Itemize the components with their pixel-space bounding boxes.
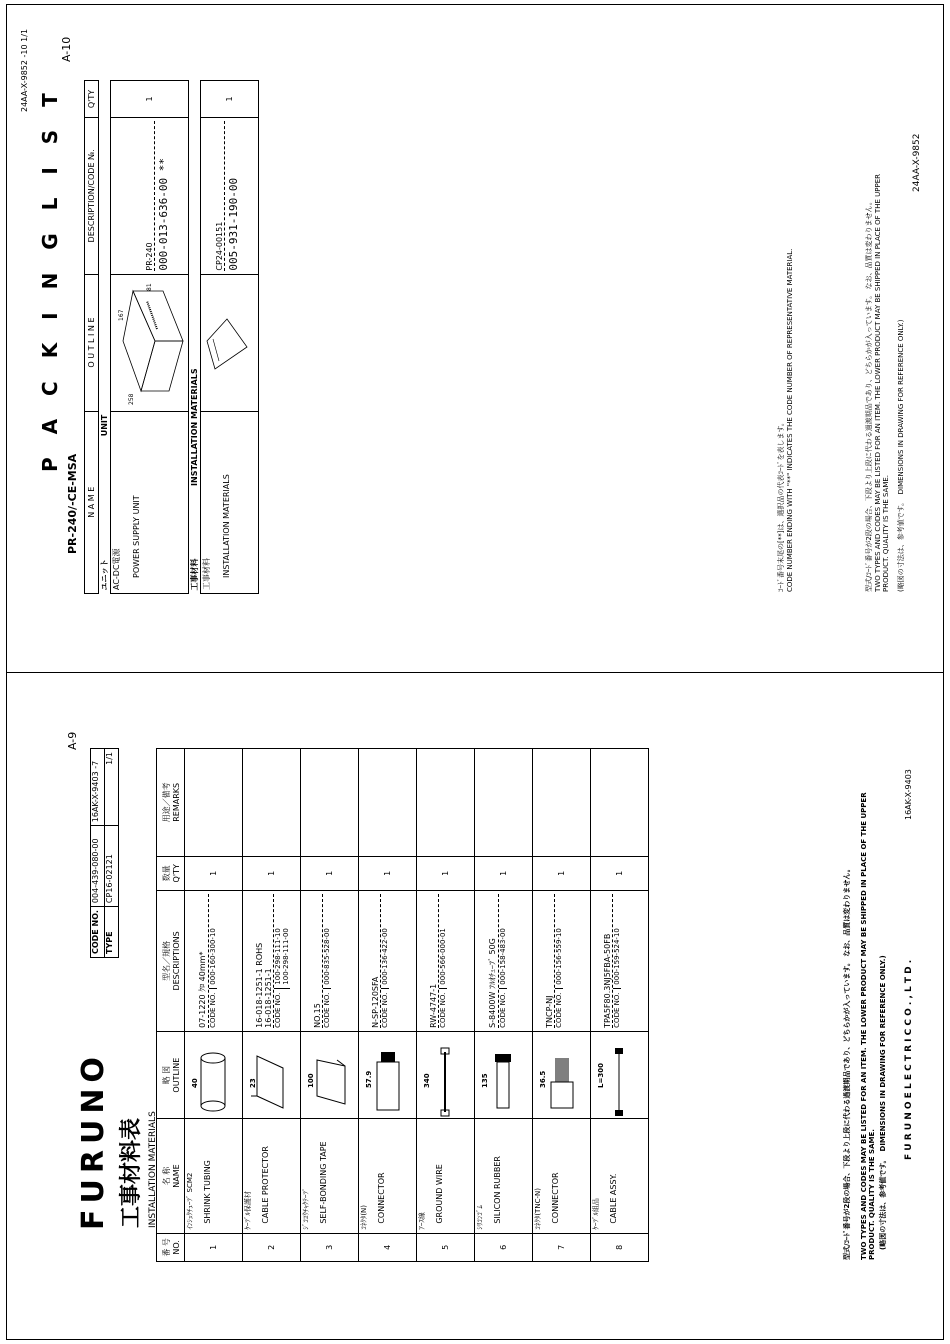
bag-drawing bbox=[201, 283, 257, 411]
item-name: ｱｰｽ線 GROUND WIRE bbox=[417, 1119, 475, 1233]
item-outline bbox=[243, 1031, 301, 1119]
header-outline: O U T L I N E bbox=[85, 274, 99, 411]
item-qty: 1 bbox=[359, 856, 417, 890]
item-no: 1 bbox=[185, 1233, 243, 1261]
table-row bbox=[359, 749, 417, 1262]
dim-width: 167 bbox=[118, 309, 125, 321]
item-outline bbox=[417, 1031, 475, 1119]
dim-length: 258 bbox=[128, 393, 135, 405]
sheet-id: A-9 bbox=[66, 731, 79, 750]
note-two-types-en-b: PRODUCT. QUALITY IS THE SAME. bbox=[882, 474, 890, 592]
item-remarks bbox=[359, 749, 417, 857]
item-qty: 1 bbox=[185, 856, 243, 890]
header-desc: DESCRIPTION/CODE №. bbox=[85, 117, 99, 274]
item-qty: 1 bbox=[591, 856, 649, 890]
note-dimensions: (略図の寸法は、参考値です。 DIMENSIONS IN DRAWING FOR REFERENCE ONLY.) bbox=[897, 319, 905, 592]
item-qty: 1 bbox=[417, 856, 475, 890]
note-dimensions: (略図の寸法は、参考値です。 DIMENSIONS IN DRAWING FOR REFERENCE ONLY.) bbox=[879, 955, 887, 1250]
section-install: 工事材料 INSTALLATION MATERIALS bbox=[189, 81, 201, 594]
header-row: 番 号 NO. 名 称 NAME 略 図 OUTLINE 型名／規格 DESCRIPTIONS 数量 Q'TY 用途／備考 REMARKS bbox=[157, 749, 185, 1262]
table-row bbox=[111, 81, 189, 594]
packing-list-sheet bbox=[6, 4, 944, 672]
table-row bbox=[533, 749, 591, 1262]
dim-label: 100 bbox=[307, 1073, 315, 1089]
item-outline bbox=[185, 1031, 243, 1119]
outline-cell bbox=[201, 274, 259, 411]
table-row bbox=[201, 81, 259, 594]
doc-ref: 16AK-X-9403 -7 bbox=[91, 749, 105, 826]
item-qty: 1 bbox=[475, 856, 533, 890]
item-desc: S-8400W ﾌﾙｵﾁｭｰﾌﾞ 50G CODE NO. 000-158-483-00 bbox=[475, 890, 533, 1031]
item-name: ｺﾈｸﾀ(N) CONNECTOR bbox=[359, 1119, 417, 1233]
table-row bbox=[243, 749, 301, 1262]
table-row bbox=[591, 749, 649, 1262]
sheet-id: A-10 bbox=[60, 36, 73, 62]
footer-code: 24AA-X-9852 bbox=[912, 133, 922, 192]
model-name: PR-240/-CE-MSA bbox=[66, 453, 79, 554]
item-remarks bbox=[185, 749, 243, 857]
power-supply-drawing bbox=[111, 283, 187, 411]
title-jp: 工事材料表 bbox=[119, 1117, 144, 1228]
item-no: 7 bbox=[533, 1233, 591, 1261]
item-remarks bbox=[301, 749, 359, 857]
item-qty: 1 bbox=[243, 856, 301, 890]
item-outline bbox=[359, 1031, 417, 1119]
page-number: 1/1 bbox=[105, 749, 119, 826]
packing-table bbox=[84, 80, 259, 594]
item-outline bbox=[475, 1031, 533, 1119]
item-desc: TPA5F80.3NJ5FBA-50FB CODE NO. 000-159-524-10 bbox=[591, 890, 649, 1031]
note-two-types-en-a: TWO TYPES AND CODES MAY BE LISTED FOR AN ITEM. THE LOWER PRODUCT MAY BE SHIPPED IN PLACE OF THE UPPER bbox=[874, 174, 882, 592]
materials-table bbox=[156, 748, 649, 1262]
furuno-logo: FURUNO bbox=[76, 1051, 111, 1230]
item-remarks bbox=[591, 749, 649, 857]
item-remarks bbox=[417, 749, 475, 857]
item-name: ｺﾈｸﾀ(TNC-N) CONNECTOR bbox=[533, 1119, 591, 1233]
dim-label: 135 bbox=[481, 1073, 489, 1089]
row-qty: 1 bbox=[111, 81, 189, 118]
dim-label: 36.5 bbox=[539, 1071, 547, 1089]
row-qty: 1 bbox=[201, 81, 259, 118]
packing-list-title: P A C K I N G L I S T bbox=[38, 85, 62, 472]
item-outline bbox=[301, 1031, 359, 1119]
note-two-types-en-a: TWO TYPES AND CODES MAY BE LISTED FOR AN ITEM. THE LOWER PRODUCT MAY BE SHIPPED IN PLACE OF THE UPPER bbox=[860, 792, 868, 1260]
dim-label: 23 bbox=[249, 1078, 257, 1089]
row-desc: CP24-00151 005-931-190-00 bbox=[201, 117, 259, 274]
code-type-box: CODE NO. 004-439-080-00 16AK-X-9403 -7 TYPE CP16-02121 1/1 bbox=[90, 748, 119, 958]
outline-cell bbox=[111, 274, 189, 411]
dim-label: 40 bbox=[191, 1078, 199, 1089]
item-name: ｹｰﾌﾞﾙ組品 CABLE ASSY. bbox=[591, 1119, 649, 1233]
table-row bbox=[301, 749, 359, 1262]
company-name: F U R U N O E L E C T R I C C O . , L T D . bbox=[904, 959, 914, 1160]
table-row bbox=[417, 749, 475, 1262]
item-no: 8 bbox=[591, 1233, 649, 1261]
item-desc: NO.15 CODE NO. 000-835-528-00 bbox=[301, 890, 359, 1031]
type-value: CP16-02121 bbox=[105, 826, 119, 907]
item-desc: RW-4747-1 CODE NO. 000-566-000-01 bbox=[417, 890, 475, 1031]
dim-label: 340 bbox=[423, 1073, 431, 1089]
note-two-types-jp: 型式/ｺｰﾄﾞ番号が2段の場合、下段より上段に代わる過渡期品であり、どちらかが入っています。 なお、品質は変わりません。 bbox=[843, 865, 851, 1260]
item-no: 4 bbox=[359, 1233, 417, 1261]
row-name: AC-DC電源 POWER SUPPLY UNIT bbox=[111, 411, 189, 593]
item-qty: 1 bbox=[533, 856, 591, 890]
row-desc: PR-240 000-013-636-00 ** bbox=[111, 117, 189, 274]
item-name: ｼﾘｺﾝｺﾞﾑ SILICON RUBBER bbox=[475, 1119, 533, 1233]
header-name: N A M E bbox=[85, 411, 99, 593]
item-desc: 16-018-1251-1 ROHS 16-018-1251-1 CODE NO. 100-298-111-10 100-298-111-00 bbox=[243, 890, 301, 1031]
item-remarks bbox=[533, 749, 591, 857]
item-outline bbox=[591, 1031, 649, 1119]
note-code-en: CODE NUMBER ENDING WITH "**" INDICATES THE CODE NUMBER OF REPRESENTATIVE MATERIAL. bbox=[786, 248, 794, 592]
item-no: 3 bbox=[301, 1233, 359, 1261]
item-no: 6 bbox=[475, 1233, 533, 1261]
item-name: ｲﾝｼｭｸﾁｭｰﾌﾞ SCM2 SHRINK TUBING bbox=[185, 1119, 243, 1233]
dim-label: 57.9 bbox=[365, 1071, 373, 1089]
item-name: ｹｰﾌﾞﾙ保護材 CABLE PROTECTOR bbox=[243, 1119, 301, 1233]
note-two-types-en-b: PRODUCT. QUALITY IS THE SAME. bbox=[868, 1129, 876, 1260]
item-desc: 07-1220 ｸﾛ 40mm* CODE NO. 000-160-300-10 bbox=[185, 890, 243, 1031]
item-name: ｼﾞｺﾕｳﾁｬｸﾃｰﾌﾟ SELF-BONDING TAPE bbox=[301, 1119, 359, 1233]
note-two-types-jp: 型式/ｺｰﾄﾞ番号が2段の場合、下段より上段に代わる過渡期品であり、どちらかが入っています。 なお、品質は変わりません。 bbox=[865, 198, 873, 592]
note-code-jp: ｺｰﾄﾞ番号末尾の[**]は、選択品の代表ｺｰﾄﾞを表します。 bbox=[777, 419, 785, 592]
title-en: INSTALLATION MATERIALS bbox=[148, 1111, 158, 1228]
row-name: 工事材料 INSTALLATION MATERIALS bbox=[201, 411, 259, 593]
installation-materials-sheet bbox=[6, 672, 944, 1340]
item-no: 5 bbox=[417, 1233, 475, 1261]
table-row bbox=[185, 749, 243, 1262]
doc-number: 24AA-X-9852 -10 1/1 bbox=[20, 28, 29, 112]
dim-label: L=300 bbox=[597, 1063, 605, 1089]
item-remarks bbox=[243, 749, 301, 857]
item-remarks bbox=[475, 749, 533, 857]
item-no: 2 bbox=[243, 1233, 301, 1261]
dim-height: 81 bbox=[146, 282, 153, 291]
table-row bbox=[475, 749, 533, 1262]
item-qty: 1 bbox=[301, 856, 359, 890]
item-desc: TNCP-NJ CODE NO. 000-156-559-10 bbox=[533, 890, 591, 1031]
code-no-value: 004-439-080-00 bbox=[91, 826, 105, 907]
item-desc: N-SP-120SFA CODE NO. 000-136-422-00 bbox=[359, 890, 417, 1031]
footer-code: 16AK-X-9403 bbox=[904, 769, 913, 820]
section-unit: ユニット UNIT bbox=[99, 81, 111, 594]
header-qty: Q'TY bbox=[85, 81, 99, 118]
item-outline bbox=[533, 1031, 591, 1119]
